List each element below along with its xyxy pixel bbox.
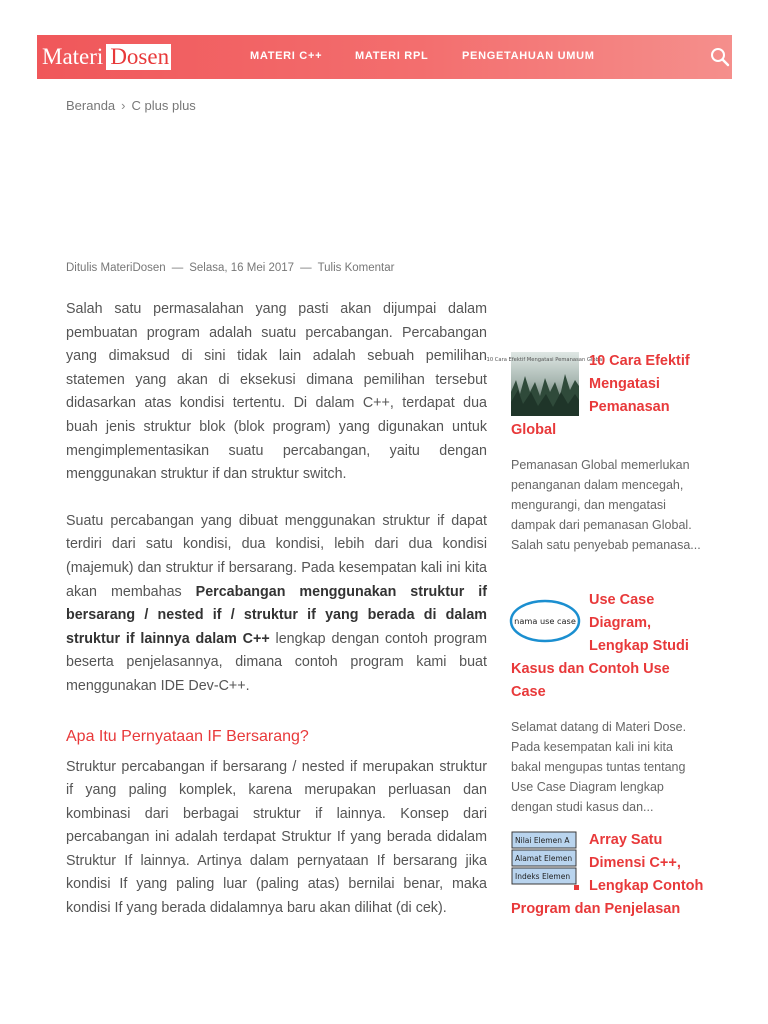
sidebar-post-card [511, 589, 706, 817]
sidebar-post-title-link[interactable]: 10 Cara Efektif Mengatasi Pemanasan Global [511, 353, 690, 438]
post-comment-link[interactable]: Tulis Komentar [317, 262, 395, 274]
thumbnail-row-label: Indeks Elemen [515, 872, 571, 881]
post-thumbnail[interactable] [511, 591, 579, 655]
breadcrumb [66, 98, 196, 113]
sidebar-post-card [486, 350, 706, 555]
meta-separator: — [300, 262, 312, 274]
post-date: Selasa, 16 Mei 2017 [189, 262, 295, 274]
paragraph-bold-text: Percabangan menggunakan struktur if bersarang / nested if / struktur if yang berada di dalam struktur if lainnya dalam C++ [66, 583, 488, 647]
post-thumbnail[interactable] [511, 831, 579, 895]
sidebar-post-title-link[interactable]: Use Case Diagram, Lengkap Studi Kasus dan Contoh Use Case [511, 592, 689, 700]
nav-item-pengetahuan-umum[interactable]: PENGETAHUAN UMUM [462, 50, 595, 62]
section-heading: Apa Itu Pernyataan IF Bersarang? [66, 727, 309, 745]
sidebar-post-excerpt: Selamat datang di Materi Dose. Pada kesempatan kali ini kita bakal mengupas tuntas tentang Use Case Diagram lengkap dengan studi kasus dan... [511, 720, 687, 814]
paragraph-text: lengkap dengan contoh program beserta penjelasannya, dimana contoh program kami buat menggunakan IDE Dev-C++. [66, 630, 487, 694]
article-paragraph [66, 510, 487, 699]
search-icon[interactable] [710, 47, 730, 67]
sidebar-post-title-link[interactable]: Array Satu Dimensi C++, Lengkap Contoh Program dan Penjelasan [511, 832, 704, 917]
site-logo[interactable] [41, 44, 171, 70]
breadcrumb-category-link[interactable]: C plus plus [131, 98, 196, 113]
article-body [66, 298, 487, 921]
logo-text-materi: Materi [42, 44, 104, 69]
thumbnail-caption: nama use case [514, 616, 576, 626]
sidebar-post-card [511, 829, 706, 921]
nav-item-materi-cpp[interactable]: MATERI C++ [250, 50, 323, 62]
thumbnail-row-label: Nilai Elemen A [515, 836, 570, 845]
meta-separator: — [171, 262, 184, 274]
article-paragraph: Salah satu permasalahan yang pasti akan dijumpai dalam pembuatan program adalah suatu percabangan. Percabangan yang dimaksud di sini tidak lain adalah sebuah pemilihan statemen yang akan di eksekusi dimana pemilihan tersebut didasarkan atas kondisi tertentu. Di dalam C++, terdapat dua buah jenis struktur blok (blok program) yang digunakan untuk mengimplementasikan suatu percabangan, yaitu dengan menggunakan struktur if dan struktur switch. [66, 301, 487, 483]
thumbnail-row-label: Alamat Elemen [515, 854, 573, 863]
sidebar-post-excerpt: Pemanasan Global memerlukan penanganan dalam mencegah, mengurangi, dan mengatasi dampak dari pemanasan Global. Salah satu penyebab pemanasa... [511, 458, 701, 552]
breadcrumb-separator: › [121, 98, 126, 113]
post-thumbnail[interactable] [486, 352, 604, 416]
breadcrumb-home-link[interactable]: Beranda [66, 98, 116, 113]
nav-item-materi-rpl[interactable]: MATERI RPL [355, 50, 429, 62]
thumbnail-caption: 10 Cara Efektif Mengatasi Pemanasan Global [486, 357, 604, 363]
logo-text-dosen: Dosen [106, 44, 171, 70]
post-author[interactable]: Ditulis MateriDosen [66, 262, 166, 274]
paragraph-text: Suatu percabangan yang dibuat menggunakan struktur if dapat terdiri dari satu kondisi, dua kondisi, lebih dari dua kondisi (majemuk) dan struktur if bersarang. Pada kesempatan kali ini kita akan membahas [66, 512, 487, 600]
post-meta [66, 262, 394, 274]
article-paragraph: Struktur percabangan if bersarang / nested if merupakan struktur if yang paling komplek, karena merupakan perluasan dan kombinasi dari berbagai struktur if lainnya. Konsep dari percabangan ini adalah terdapat Struktur If yang berada didalam Struktur If lainnya. Artinya dalam pernyataan If bersarang jika kondisi If yang paling luar (paling atas) bernilai benar, maka kondisi If yang berada didalamnya baru akan dilihat (di cek). [66, 758, 487, 917]
top-navbar [37, 35, 732, 79]
